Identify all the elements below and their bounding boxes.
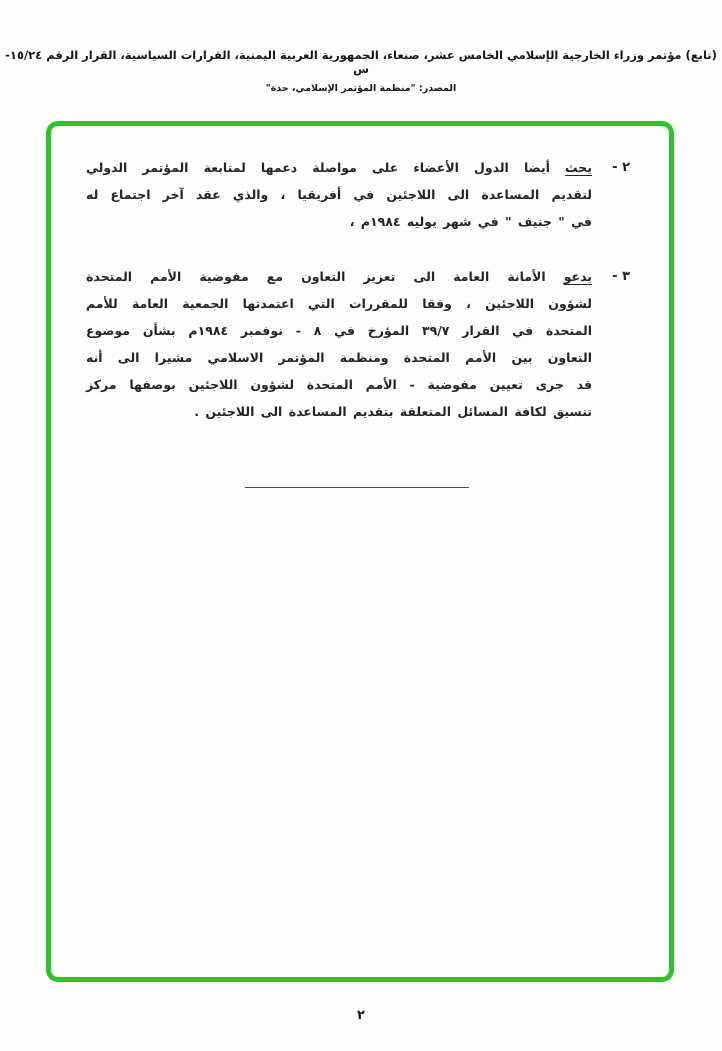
text-line: المتحدة في القرار ٣٩/٧ المؤرخ في ٨ - نوفمبر ١٩٨٤م بشأن موضوع xyxy=(86,323,592,338)
page-number: ٢ xyxy=(357,1008,365,1023)
text-line: قد جرى تعيين مفوضية - الأمم المتحدة لشؤون اللاجئين بوصفها مركز xyxy=(86,377,592,392)
document-header xyxy=(0,48,722,94)
resolution-item-3 xyxy=(84,263,630,425)
text-line: التعاون بين الأمم المتحدة ومنظمة المؤتمر الاسلامي مشيرا الى أنه xyxy=(86,350,592,365)
line-rest: الأمانة العامة الى تعزيز التعاون مع مفوضية الأمم المتحدة xyxy=(86,269,546,284)
item-text xyxy=(84,263,592,425)
text-line: تنسيق لكافة المسائل المتعلقة بتقديم المساعدة الى اللاجئين . xyxy=(194,404,592,419)
item-number: ٢ - xyxy=(612,160,630,175)
item-number: ٣ - xyxy=(612,269,630,284)
document-body xyxy=(84,154,630,488)
item-text xyxy=(84,154,592,235)
document-footer xyxy=(0,1004,722,1023)
lead-word-underlined: يدعو xyxy=(563,269,592,284)
text-line xyxy=(86,263,592,290)
header-citation-line: (تابع) مؤتمر وزراء الخارجية الإسلامي الخامس عشر، صنعاء، الجمهورية العربية اليمنية، القرارات السياسية، القرار الرقم ١٥/٢٤-س xyxy=(5,48,717,76)
resolution-item-2 xyxy=(84,154,630,235)
header-source-line: المصدر: "منظمة المؤتمر الإسلامي، جدة" xyxy=(265,83,457,94)
text-line: لتقديم المساعدة الى اللاجئين في أفريقيا ، والذي عقد آخر اجتماع له xyxy=(86,187,592,202)
text-line: لشؤون اللاجئين ، وفقا للمقررات التي اعتمدتها الجمعية العامة للأمم xyxy=(86,296,592,311)
text-line: في " جنيف " في شهر يوليه ١٩٨٤م ، xyxy=(349,214,592,229)
lead-word-underlined: يحث xyxy=(565,160,592,175)
section-divider xyxy=(245,487,469,488)
line-rest: أيضا الدول الأعضاء على مواصلة دعمها لمتابعة المؤتمر الدولي xyxy=(86,160,550,175)
text-line xyxy=(86,154,592,181)
